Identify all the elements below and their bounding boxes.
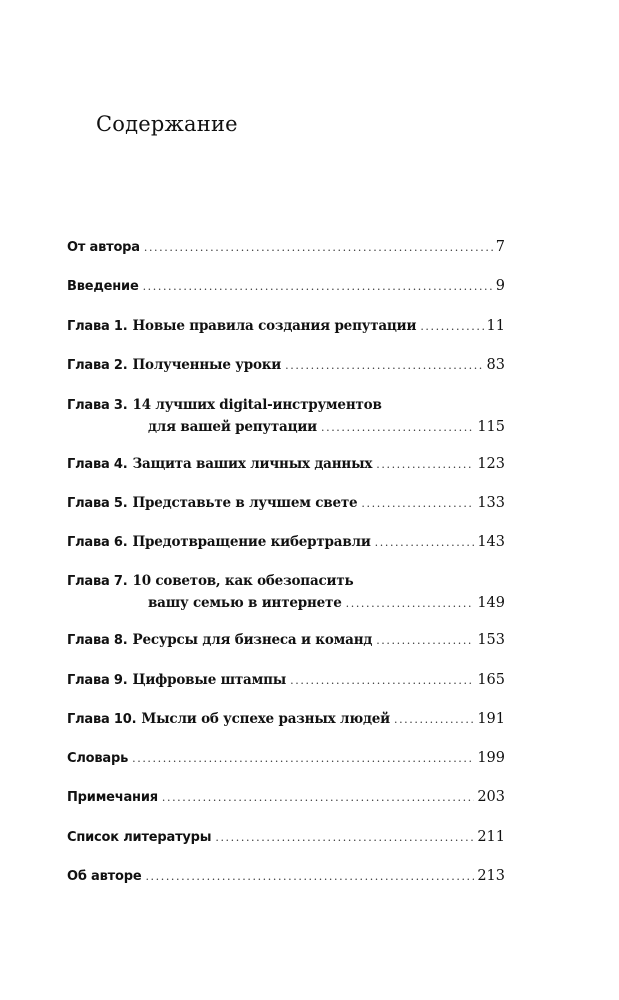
toc-entry[interactable] (67, 629, 505, 651)
dot-leader (376, 454, 474, 476)
toc-chapter-title: Представьте в лучшем свете (132, 495, 358, 511)
toc-entry[interactable] (67, 708, 505, 730)
toc-chapter-title: Предотвращение кибертравли (132, 534, 371, 550)
toc-chapter-title: Мысли об успехе разных людей (141, 711, 390, 727)
toc-chapter-title: Ресурсы для бизнеса и команд (132, 632, 373, 648)
toc-page-number: 9 (495, 278, 505, 294)
toc-chapter-number: Глава 9. (67, 673, 128, 688)
toc-entry[interactable] (67, 531, 505, 553)
toc-page-number: 11 (486, 318, 505, 334)
toc-chapter-number: Глава 8. (67, 633, 128, 648)
dot-leader (346, 593, 475, 615)
toc-chapter-number: Глава 2. (67, 358, 128, 373)
toc-chapter-title-continued: вашу семью в интернете (148, 595, 342, 611)
toc-chapter-title-continued: для вашей репутации (148, 419, 317, 435)
toc-entry-label: Об авторе (67, 869, 142, 884)
toc-page-number: 203 (477, 789, 505, 805)
toc-chapter-number: Глава 3. (67, 398, 128, 413)
dot-leader (420, 316, 483, 338)
toc-page-number: 83 (486, 357, 505, 373)
toc-chapter-title: Цифровые штампы (132, 672, 287, 688)
toc-page-number: 149 (477, 595, 505, 611)
dot-leader (394, 709, 474, 731)
toc-entry[interactable] (67, 394, 505, 438)
toc-page-number: 7 (495, 239, 505, 255)
toc-chapter-number: Глава 6. (67, 535, 128, 550)
dot-leader (143, 276, 493, 298)
dot-leader (144, 237, 493, 259)
toc-entry[interactable] (67, 354, 505, 376)
toc-page-number: 191 (477, 711, 505, 727)
toc-entry[interactable] (67, 669, 505, 691)
toc-entry[interactable] (67, 786, 505, 808)
dot-leader (375, 532, 475, 554)
toc-chapter-title: 10 советов, как обезопасить (132, 573, 354, 589)
toc-entry[interactable] (67, 236, 505, 258)
toc-page-number: 133 (477, 495, 505, 511)
toc-page-number: 123 (477, 456, 505, 472)
toc-chapter-number: Глава 10. (67, 712, 137, 727)
toc-page-number: 153 (477, 632, 505, 648)
toc-entry[interactable] (67, 865, 505, 887)
toc-entry-label: Список литературы (67, 830, 212, 845)
dot-leader (290, 670, 474, 692)
toc-entry[interactable] (67, 747, 505, 769)
toc-chapter-number: Глава 5. (67, 496, 128, 511)
page-title: Содержание (96, 112, 238, 136)
toc-entry[interactable] (67, 826, 505, 848)
toc-entry-label: От автора (67, 240, 140, 255)
dot-leader (145, 866, 474, 888)
toc-entry[interactable] (67, 492, 505, 514)
toc-chapter-number: Глава 7. (67, 574, 128, 589)
toc-page-number: 211 (477, 829, 505, 845)
toc-entry[interactable] (67, 275, 505, 297)
toc-page-number: 165 (477, 672, 505, 688)
toc-entry-label: Введение (67, 279, 139, 294)
toc-entry[interactable] (67, 570, 505, 614)
toc-page-number: 115 (477, 419, 505, 435)
dot-leader (132, 748, 474, 770)
toc-chapter-number: Глава 4. (67, 457, 128, 472)
toc-page-number: 143 (477, 534, 505, 550)
dot-leader (361, 493, 474, 515)
dot-leader (285, 355, 483, 377)
toc-chapter-number: Глава 1. (67, 319, 128, 334)
dot-leader (321, 417, 474, 439)
dot-leader (162, 787, 474, 809)
toc-page-number: 213 (477, 868, 505, 884)
dot-leader (376, 630, 474, 652)
toc-entry-label: Примечания (67, 790, 158, 805)
toc-chapter-title: 14 лучших digital-инструментов (132, 397, 382, 413)
toc-chapter-title: Защита ваших личных данных (132, 456, 373, 472)
toc-page-number: 199 (477, 750, 505, 766)
toc-entry[interactable] (67, 315, 505, 337)
toc-entry-label: Словарь (67, 751, 129, 766)
toc-chapter-title: Полученные уроки (132, 357, 282, 373)
dot-leader (215, 827, 474, 849)
toc-chapter-title: Новые правила создания репутации (132, 318, 417, 334)
toc-entry[interactable] (67, 453, 505, 475)
